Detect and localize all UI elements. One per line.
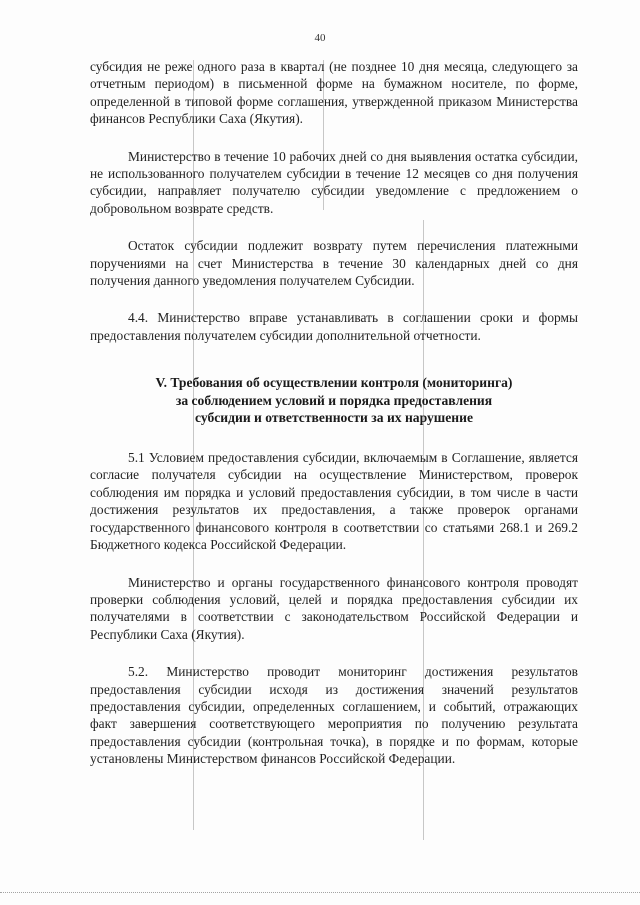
page-number: 40 xyxy=(314,32,326,44)
document-body xyxy=(90,58,578,788)
section-title-line-1: V. Требования об осуществлении контроля (мониторинга) xyxy=(155,375,513,391)
section-title xyxy=(90,374,578,427)
paragraph-4-4: 4.4. Министерство вправе устанавливать в соглашении сроки и формы предоставления получателем субсидии дополнительной отчетности. xyxy=(90,310,578,343)
scan-bottom-edge xyxy=(0,892,640,894)
paragraph-5-2: 5.2. Министерство проводит мониторинг достижения результатов предоставления субсидии исходя из достижения значений результатов предоставления субсидии, определенных соглашением, и событий, отражающих факт завершения соответствующего мероприятия по получению результата предоставления субсидии (контрольная точка), в порядке и по формам, которые установлены Министерством финансов Российской Федерации. xyxy=(90,664,578,767)
paragraph-continuation: субсидия не реже одного раза в квартал (не позднее 10 дня месяца, следующего за отчетным периодом) в письменной форме на бумажном носителе, по форме, определенной в типовой форме соглашения, утвержденной приказом Министерства финансов Республики Саха (Якутия). xyxy=(90,59,578,127)
section-title-line-2: за соблюдением условий и порядка предоставления xyxy=(175,392,493,408)
section-title-line-3: субсидии и ответственности за их нарушение xyxy=(194,410,473,426)
paragraph-subsidy-return: Остаток субсидии подлежит возврату путем перечисления платежными поручениями на счет Министерства в течение 30 календарных дней со дня получения данного уведомления получателем Субсидии. xyxy=(90,238,578,289)
paragraph-5-1: 5.1 Условием предоставления субсидии, включаемым в Соглашение, является согласие получателя субсидии на осуществление Министерством, проверок соблюдения им порядка и условий предоставления субсидии, в том числе в части достижения результатов их предоставления, а также проверок органами государственного финансового контроля в соответствии со статьями 268.1 и 269.2 Бюджетного кодекса Российской Федерации. xyxy=(90,450,578,553)
paragraph-control-bodies: Министерство и органы государственного финансового контроля проводят проверки соблюдения условий, целей и порядка предоставления субсидии их получателями в соответствии с законодательством Российской Федерации и Республики Саха (Якутия). xyxy=(90,574,578,642)
paragraph-ministry-notice: Министерство в течение 10 рабочих дней со дня выявления остатка субсидии, не использованного получателем субсидии в течение 12 месяцев со дня получения субсидии, направляет получателю субсидии уведомление с предложением о добровольном возврате средств. xyxy=(90,148,578,216)
